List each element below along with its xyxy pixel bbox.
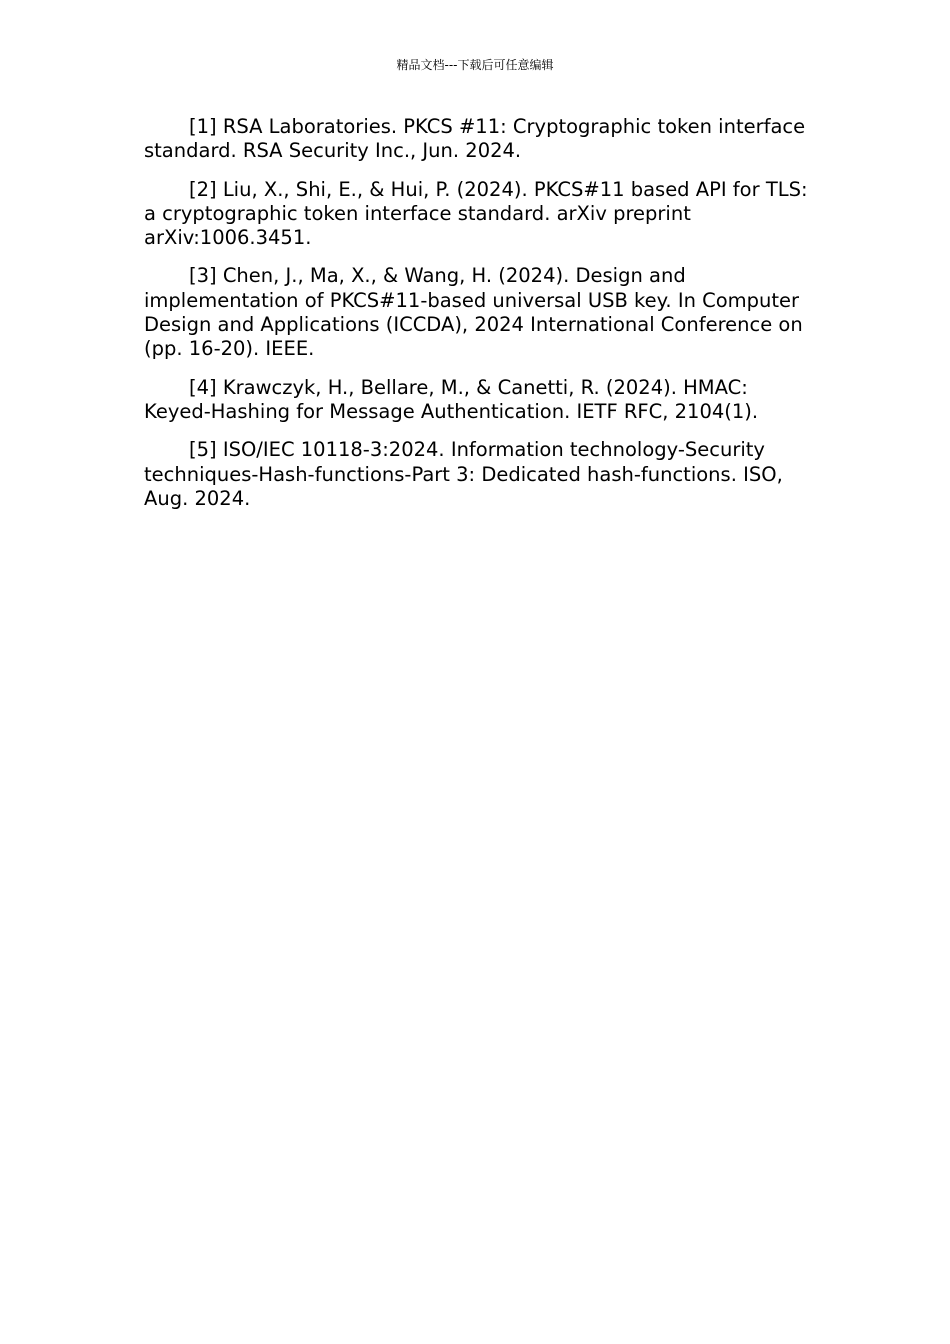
reference-entry-2: [2] Liu, X., Shi, E., & Hui, P. (2024). PKCS#11 based API for TLS: a cryptographic token interface standard. arXiv preprint arXiv:1006.3451. <box>144 177 808 250</box>
reference-entry-5: [5] ISO/IEC 10118-3:2024. Information technology-Security techniques-Hash-functions-Part 3: Dedicated hash-functions. ISO, Aug. 2024. <box>144 438 783 510</box>
reference-entry-4: [4] Krawczyk, H., Bellare, M., & Canetti, R. (2024). HMAC: Keyed-Hashing for Message Authentication. IETF RFC, 2104(1). <box>144 375 759 423</box>
reference-list <box>144 115 808 525</box>
reference-entry-3: [3] Chen, J., Ma, X., & Wang, H. (2024). Design and implementation of PKCS#11-based universal USB key. In Computer Design and Applications (ICCDA), 2024 International Conference on (pp. 16-20). IEEE. <box>144 264 803 361</box>
page-header: 精品文档---下载后可任意编辑 <box>396 58 554 72</box>
reference-entry-1: [1] RSA Laboratories. PKCS #11: Cryptographic token interface standard. RSA Security Inc., Jun. 2024. <box>144 115 806 163</box>
